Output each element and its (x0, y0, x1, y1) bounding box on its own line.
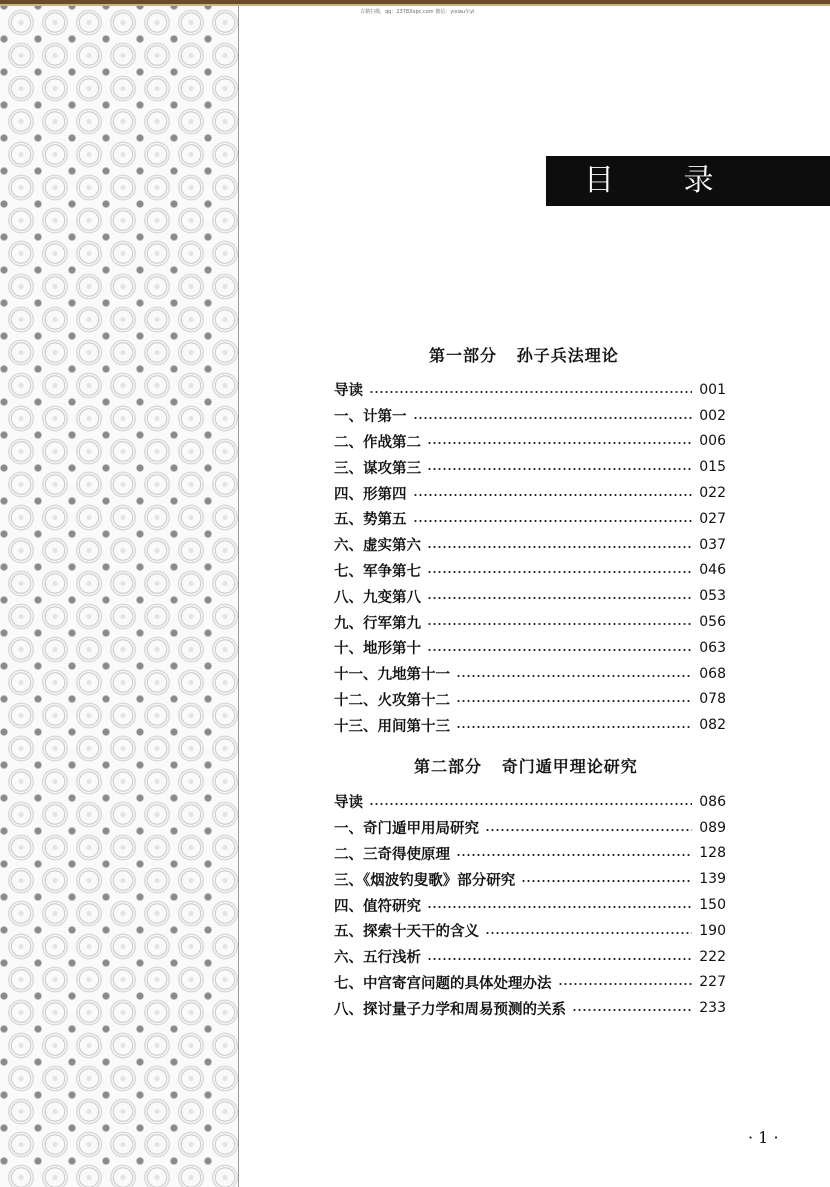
toc-entry-label: 四、值符研究 (334, 897, 421, 915)
toc-entry-page: 190 (699, 922, 726, 939)
toc-leader-dots (427, 958, 692, 960)
toc-entry (334, 377, 726, 403)
toc-leader-dots (427, 468, 692, 470)
toc-entry (334, 712, 726, 738)
toc-entry-page: 053 (699, 588, 726, 605)
toc-leader-dots (427, 597, 692, 599)
toc-entry-label: 八、九变第八 (334, 588, 421, 606)
toc-entry-label: 十一、九地第十一 (334, 666, 450, 684)
toc-entry (334, 995, 726, 1021)
toc-leader-dots (427, 623, 692, 625)
toc-entry-page: 037 (699, 536, 726, 553)
toc-entry-page: 063 (699, 639, 726, 656)
toc-entry-page: 046 (699, 562, 726, 579)
toc-entry (334, 918, 726, 944)
toc-entry-label: 三、《烟波钓叟歌》部分研究 (334, 871, 516, 889)
toc-entry-label: 六、五行浅析 (334, 949, 421, 967)
toc-entry-label: 导读 (334, 382, 363, 400)
toc-entry-label: 四、形第四 (334, 485, 407, 503)
toc-entry-label: 导读 (334, 794, 363, 812)
toc-entry (334, 532, 726, 558)
toc-entry-label: 三、谋攻第三 (334, 459, 421, 477)
toc-entry (334, 429, 726, 455)
toc-leader-dots (485, 829, 692, 831)
toc-leader-dots (413, 417, 693, 419)
part2-title: 第二部分 奇门遁甲理论研究 (414, 757, 638, 776)
toc-leader-dots (572, 1009, 692, 1011)
toc-entry-page: 150 (699, 897, 726, 914)
toc-entry-page: 002 (699, 407, 726, 424)
toc-entry-label: 七、军争第七 (334, 562, 421, 580)
toc-leader-dots (521, 880, 692, 882)
toc-leader-dots (427, 442, 692, 444)
toc-entry-label: 五、势第五 (334, 511, 407, 529)
toc-leader-dots (485, 932, 692, 934)
toc-leader-dots (456, 700, 692, 702)
toc-entry (334, 583, 726, 609)
toc-entry-label: 九、行军第九 (334, 614, 421, 632)
toc-entry (334, 687, 726, 713)
toc-leader-dots (427, 906, 692, 908)
toc-entry-page: 078 (699, 691, 726, 708)
toc-entry (334, 609, 726, 635)
toc-entry-page: 139 (699, 871, 726, 888)
scan-watermark: 古籍扫描，qq：2378Xxpc.com 微信：yixiau尔yi (360, 9, 475, 15)
toc-leader-dots (558, 983, 693, 985)
toc-leader-dots (456, 675, 692, 677)
toc-entry-label: 十三、用间第十三 (334, 717, 450, 735)
toc-entry (334, 892, 726, 918)
decorative-pattern-border (0, 6, 239, 1187)
toc-entry (334, 970, 726, 996)
toc-entry-page: 006 (699, 433, 726, 450)
toc-leader-dots (369, 803, 692, 805)
toc-entry-page: 015 (699, 459, 726, 476)
toc-entry-page: 233 (699, 1000, 726, 1017)
toc-leader-dots (456, 726, 692, 728)
toc-entry (334, 841, 726, 867)
toc-entry-label: 八、探讨量子力学和周易预测的关系 (334, 1000, 566, 1018)
toc-entry (334, 789, 726, 815)
part2-toc (334, 789, 726, 1021)
toc-entry-page: 086 (699, 793, 726, 810)
toc-entry-page: 089 (699, 819, 726, 836)
toc-entry (334, 480, 726, 506)
toc-entry (334, 944, 726, 970)
toc-entry (334, 558, 726, 584)
toc-entry (334, 454, 726, 480)
toc-entry-label: 十、地形第十 (334, 640, 421, 658)
toc-leader-dots (427, 546, 692, 548)
toc-entry-label: 六、虚实第六 (334, 537, 421, 555)
toc-entry (334, 815, 726, 841)
toc-entry-label: 五、探索十天干的含义 (334, 923, 479, 941)
part1-toc (334, 377, 726, 738)
toc-entry (334, 866, 726, 892)
toc-entry-label: 二、作战第二 (334, 433, 421, 451)
toc-leader-dots (413, 494, 693, 496)
toc-entry-page: 022 (699, 485, 726, 502)
toc-entry-label: 七、中宫寄宫问题的具体处理办法 (334, 974, 552, 992)
page-number: · 1 · (748, 1128, 779, 1147)
toc-entry-page: 068 (699, 665, 726, 682)
toc-entry-page: 128 (699, 845, 726, 862)
toc-entry-label: 一、奇门遁甲用局研究 (334, 820, 479, 838)
toc-entry-page: 227 (699, 974, 726, 991)
toc-entry (334, 403, 726, 429)
toc-entry-page: 222 (699, 948, 726, 965)
toc-entry (334, 661, 726, 687)
toc-leader-dots (427, 571, 692, 573)
toc-entry (334, 635, 726, 661)
part1-title: 第一部分 孙子兵法理论 (429, 346, 619, 365)
toc-leader-dots (427, 649, 692, 651)
toc-entry-page: 056 (699, 614, 726, 631)
toc-leader-dots (369, 391, 692, 393)
toc-entry-label: 二、三奇得使原理 (334, 845, 450, 863)
toc-entry-label: 一、计第一 (334, 408, 407, 426)
toc-entry-page: 082 (699, 717, 726, 734)
toc-entry (334, 506, 726, 532)
toc-leader-dots (456, 854, 692, 856)
page-title: 目 录 (546, 156, 830, 206)
toc-leader-dots (413, 520, 693, 522)
toc-entry-page: 027 (699, 510, 726, 527)
toc-entry-label: 十二、火攻第十二 (334, 691, 450, 709)
toc-entry-page: 001 (699, 381, 726, 398)
